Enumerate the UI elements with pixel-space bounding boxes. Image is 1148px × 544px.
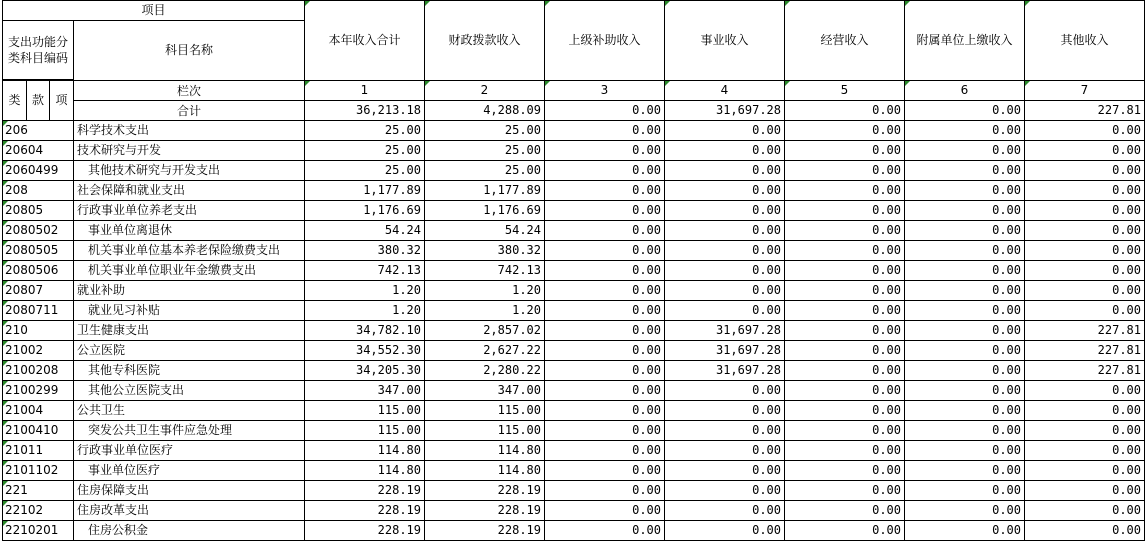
row-value: 380.32 xyxy=(305,241,425,261)
row-value: 0.00 xyxy=(785,241,905,261)
row-value: 0.00 xyxy=(1025,161,1145,181)
row-value: 228.19 xyxy=(305,481,425,501)
row-value: 228.19 xyxy=(305,501,425,521)
column-header: 附属单位上缴收入 xyxy=(905,1,1025,81)
row-value: 0.00 xyxy=(905,401,1025,421)
column-header: 经营收入 xyxy=(785,1,905,81)
row-code: 20604 xyxy=(3,141,74,161)
income-table xyxy=(2,0,1145,541)
row-name: 公共卫生 xyxy=(74,401,305,421)
row-value: 0.00 xyxy=(785,281,905,301)
row-value: 0.00 xyxy=(905,241,1025,261)
kuan-header: 款 xyxy=(27,81,50,121)
row-value: 34,205.30 xyxy=(305,361,425,381)
total-value: 227.81 xyxy=(1025,101,1145,121)
row-value: 0.00 xyxy=(785,121,905,141)
row-code: 21011 xyxy=(3,441,74,461)
row-value: 0.00 xyxy=(545,401,665,421)
row-value: 0.00 xyxy=(905,221,1025,241)
row-value: 0.00 xyxy=(545,201,665,221)
row-value: 25.00 xyxy=(305,141,425,161)
row-name: 行政事业单位医疗 xyxy=(74,441,305,461)
row-code: 20805 xyxy=(3,201,74,221)
row-value: 34,782.10 xyxy=(305,321,425,341)
row-value: 0.00 xyxy=(1025,181,1145,201)
row-value: 0.00 xyxy=(1025,521,1145,541)
row-value: 0.00 xyxy=(1025,441,1145,461)
row-value: 25.00 xyxy=(305,161,425,181)
row-value: 0.00 xyxy=(785,341,905,361)
row-value: 228.19 xyxy=(305,521,425,541)
lanci-label: 栏次 xyxy=(74,81,305,101)
row-value: 114.80 xyxy=(425,441,545,461)
row-value: 227.81 xyxy=(1025,361,1145,381)
column-number: 1 xyxy=(305,81,425,101)
row-value: 0.00 xyxy=(905,181,1025,201)
row-value: 0.00 xyxy=(1025,461,1145,481)
total-value: 0.00 xyxy=(905,101,1025,121)
table-row xyxy=(3,301,1145,321)
name-header: 科目名称 xyxy=(74,21,305,81)
total-label: 合计 xyxy=(74,101,305,121)
row-value: 114.80 xyxy=(305,441,425,461)
column-header: 本年收入合计 xyxy=(305,1,425,81)
row-value: 0.00 xyxy=(665,181,785,201)
row-value: 0.00 xyxy=(905,281,1025,301)
row-value: 347.00 xyxy=(305,381,425,401)
row-value: 0.00 xyxy=(665,441,785,461)
row-value: 0.00 xyxy=(545,161,665,181)
table-row xyxy=(3,441,1145,461)
row-code: 2100299 xyxy=(3,381,74,401)
table-row xyxy=(3,201,1145,221)
row-code: 2080502 xyxy=(3,221,74,241)
row-value: 1,177.89 xyxy=(425,181,545,201)
row-value: 0.00 xyxy=(905,301,1025,321)
row-value: 0.00 xyxy=(665,261,785,281)
row-value: 54.24 xyxy=(425,221,545,241)
total-value: 0.00 xyxy=(785,101,905,121)
row-value: 0.00 xyxy=(1025,481,1145,501)
code-header: 支出功能分类科目编码 xyxy=(3,21,74,80)
row-value: 1.20 xyxy=(305,301,425,321)
row-code: 2101102 xyxy=(3,461,74,481)
table-row xyxy=(3,121,1145,141)
row-value: 1,177.89 xyxy=(305,181,425,201)
row-value: 227.81 xyxy=(1025,341,1145,361)
table-row xyxy=(3,361,1145,381)
column-number: 2 xyxy=(425,81,545,101)
row-code: 208 xyxy=(3,181,74,201)
row-value: 0.00 xyxy=(785,321,905,341)
row-value: 0.00 xyxy=(545,361,665,381)
total-row xyxy=(3,101,1145,121)
row-value: 0.00 xyxy=(785,141,905,161)
row-value: 0.00 xyxy=(665,461,785,481)
row-value: 0.00 xyxy=(1025,241,1145,261)
row-value: 0.00 xyxy=(905,381,1025,401)
row-name: 就业补助 xyxy=(74,281,305,301)
xiang-header: 项 xyxy=(50,81,74,121)
row-value: 0.00 xyxy=(665,421,785,441)
row-value: 0.00 xyxy=(665,401,785,421)
row-value: 228.19 xyxy=(425,481,545,501)
row-value: 0.00 xyxy=(1025,381,1145,401)
row-value: 0.00 xyxy=(785,481,905,501)
row-name: 行政事业单位养老支出 xyxy=(74,201,305,221)
row-value: 0.00 xyxy=(545,341,665,361)
row-code: 206 xyxy=(3,121,74,141)
table-row xyxy=(3,181,1145,201)
row-value: 0.00 xyxy=(545,321,665,341)
row-value: 31,697.28 xyxy=(665,361,785,381)
row-value: 0.00 xyxy=(1025,201,1145,221)
row-value: 0.00 xyxy=(905,521,1025,541)
table-row xyxy=(3,501,1145,521)
row-value: 1,176.69 xyxy=(305,201,425,221)
row-code: 2100410 xyxy=(3,421,74,441)
row-value: 742.13 xyxy=(425,261,545,281)
table-row xyxy=(3,381,1145,401)
row-code: 2060499 xyxy=(3,161,74,181)
row-value: 347.00 xyxy=(425,381,545,401)
table-row xyxy=(3,481,1145,501)
row-value: 228.19 xyxy=(425,501,545,521)
row-name: 机关事业单位基本养老保险缴费支出 xyxy=(74,241,305,261)
row-value: 115.00 xyxy=(305,421,425,441)
column-number: 6 xyxy=(905,81,1025,101)
row-name: 机关事业单位职业年金缴费支出 xyxy=(74,261,305,281)
row-value: 0.00 xyxy=(545,441,665,461)
row-value: 114.80 xyxy=(425,461,545,481)
row-value: 0.00 xyxy=(665,521,785,541)
row-code: 2080711 xyxy=(3,301,74,321)
row-value: 0.00 xyxy=(905,341,1025,361)
row-value: 1.20 xyxy=(425,301,545,321)
table-row xyxy=(3,221,1145,241)
total-value: 0.00 xyxy=(545,101,665,121)
item-header: 项目 xyxy=(3,1,305,21)
row-name: 卫生健康支出 xyxy=(74,321,305,341)
row-code: 210 xyxy=(3,321,74,341)
row-name: 住房保障支出 xyxy=(74,481,305,501)
row-value: 227.81 xyxy=(1025,321,1145,341)
row-code: 2080505 xyxy=(3,241,74,261)
column-header: 上级补助收入 xyxy=(545,1,665,81)
row-name: 其他公立医院支出 xyxy=(74,381,305,401)
row-value: 0.00 xyxy=(545,501,665,521)
row-value: 0.00 xyxy=(665,221,785,241)
row-name: 其他技术研究与开发支出 xyxy=(74,161,305,181)
row-code: 221 xyxy=(3,481,74,501)
row-name: 事业单位离退休 xyxy=(74,221,305,241)
table-row xyxy=(3,341,1145,361)
row-name: 住房改革支出 xyxy=(74,501,305,521)
row-value: 34,552.30 xyxy=(305,341,425,361)
row-value: 0.00 xyxy=(665,141,785,161)
row-name: 科学技术支出 xyxy=(74,121,305,141)
row-value: 0.00 xyxy=(665,241,785,261)
row-value: 0.00 xyxy=(785,161,905,181)
row-value: 0.00 xyxy=(665,501,785,521)
row-name: 事业单位医疗 xyxy=(74,461,305,481)
row-value: 0.00 xyxy=(785,501,905,521)
row-value: 0.00 xyxy=(1025,401,1145,421)
row-value: 0.00 xyxy=(785,301,905,321)
total-value: 4,288.09 xyxy=(425,101,545,121)
row-value: 0.00 xyxy=(905,321,1025,341)
row-value: 0.00 xyxy=(905,441,1025,461)
row-value: 0.00 xyxy=(545,481,665,501)
row-code: 2100208 xyxy=(3,361,74,381)
row-value: 25.00 xyxy=(305,121,425,141)
table-row xyxy=(3,241,1145,261)
table-row xyxy=(3,521,1145,541)
row-value: 0.00 xyxy=(545,461,665,481)
row-value: 0.00 xyxy=(785,401,905,421)
row-name: 就业见习补贴 xyxy=(74,301,305,321)
row-value: 2,280.22 xyxy=(425,361,545,381)
row-value: 0.00 xyxy=(905,121,1025,141)
row-value: 0.00 xyxy=(785,221,905,241)
row-value: 0.00 xyxy=(785,381,905,401)
row-value: 0.00 xyxy=(785,261,905,281)
row-value: 0.00 xyxy=(1025,141,1145,161)
row-value: 0.00 xyxy=(545,381,665,401)
row-value: 115.00 xyxy=(425,421,545,441)
column-header: 事业收入 xyxy=(665,1,785,81)
row-value: 0.00 xyxy=(665,161,785,181)
row-value: 25.00 xyxy=(425,161,545,181)
table-row xyxy=(3,141,1145,161)
row-value: 0.00 xyxy=(665,301,785,321)
column-number: 5 xyxy=(785,81,905,101)
row-value: 1.20 xyxy=(425,281,545,301)
row-value: 0.00 xyxy=(905,481,1025,501)
row-value: 0.00 xyxy=(1025,501,1145,521)
column-header: 其他收入 xyxy=(1025,1,1145,81)
row-value: 2,857.02 xyxy=(425,321,545,341)
lei-header: 类 xyxy=(3,81,27,121)
row-value: 0.00 xyxy=(905,361,1025,381)
total-value: 36,213.18 xyxy=(305,101,425,121)
row-value: 0.00 xyxy=(665,121,785,141)
row-code: 2210201 xyxy=(3,521,74,541)
header-row-4 xyxy=(3,81,1145,101)
row-value: 0.00 xyxy=(665,201,785,221)
row-value: 0.00 xyxy=(545,301,665,321)
table-row xyxy=(3,461,1145,481)
row-value: 0.00 xyxy=(545,261,665,281)
row-value: 0.00 xyxy=(905,141,1025,161)
row-value: 0.00 xyxy=(905,461,1025,481)
row-name: 公立医院 xyxy=(74,341,305,361)
total-value: 31,697.28 xyxy=(665,101,785,121)
row-value: 115.00 xyxy=(425,401,545,421)
row-value: 0.00 xyxy=(785,421,905,441)
row-code: 21004 xyxy=(3,401,74,421)
table-row xyxy=(3,161,1145,181)
row-value: 25.00 xyxy=(425,121,545,141)
row-value: 0.00 xyxy=(785,521,905,541)
row-value: 114.80 xyxy=(305,461,425,481)
row-value: 0.00 xyxy=(665,381,785,401)
row-value: 380.32 xyxy=(425,241,545,261)
row-value: 0.00 xyxy=(545,121,665,141)
row-name: 社会保障和就业支出 xyxy=(74,181,305,201)
row-value: 0.00 xyxy=(545,221,665,241)
row-value: 0.00 xyxy=(665,481,785,501)
row-value: 228.19 xyxy=(425,521,545,541)
row-value: 31,697.28 xyxy=(665,341,785,361)
row-value: 0.00 xyxy=(665,281,785,301)
row-value: 0.00 xyxy=(545,421,665,441)
column-number: 4 xyxy=(665,81,785,101)
row-value: 31,697.28 xyxy=(665,321,785,341)
row-value: 2,627.22 xyxy=(425,341,545,361)
column-number: 3 xyxy=(545,81,665,101)
row-value: 0.00 xyxy=(1025,421,1145,441)
row-code: 22102 xyxy=(3,501,74,521)
row-value: 0.00 xyxy=(785,361,905,381)
row-name: 住房公积金 xyxy=(74,521,305,541)
row-value: 0.00 xyxy=(1025,221,1145,241)
row-value: 1,176.69 xyxy=(425,201,545,221)
row-value: 1.20 xyxy=(305,281,425,301)
row-value: 0.00 xyxy=(545,141,665,161)
row-value: 0.00 xyxy=(785,461,905,481)
header-row-1 xyxy=(3,1,1145,21)
row-name: 技术研究与开发 xyxy=(74,141,305,161)
row-value: 0.00 xyxy=(1025,261,1145,281)
row-value: 0.00 xyxy=(545,241,665,261)
row-value: 0.00 xyxy=(545,521,665,541)
row-value: 0.00 xyxy=(905,161,1025,181)
row-value: 0.00 xyxy=(1025,301,1145,321)
table-row xyxy=(3,261,1145,281)
row-value: 0.00 xyxy=(1025,121,1145,141)
row-value: 0.00 xyxy=(905,501,1025,521)
row-code: 21002 xyxy=(3,341,74,361)
row-value: 0.00 xyxy=(905,201,1025,221)
row-name: 突发公共卫生事件应急处理 xyxy=(74,421,305,441)
row-value: 0.00 xyxy=(545,181,665,201)
row-value: 115.00 xyxy=(305,401,425,421)
table-row xyxy=(3,321,1145,341)
row-value: 54.24 xyxy=(305,221,425,241)
row-value: 0.00 xyxy=(545,281,665,301)
table-row xyxy=(3,401,1145,421)
row-code: 20807 xyxy=(3,281,74,301)
row-value: 742.13 xyxy=(305,261,425,281)
row-code: 2080506 xyxy=(3,261,74,281)
row-value: 0.00 xyxy=(785,201,905,221)
row-value: 0.00 xyxy=(785,441,905,461)
column-number: 7 xyxy=(1025,81,1145,101)
row-name: 其他专科医院 xyxy=(74,361,305,381)
table-row xyxy=(3,421,1145,441)
row-value: 0.00 xyxy=(905,421,1025,441)
row-value: 0.00 xyxy=(905,261,1025,281)
column-header: 财政拨款收入 xyxy=(425,1,545,81)
row-value: 25.00 xyxy=(425,141,545,161)
row-value: 0.00 xyxy=(785,181,905,201)
table-row xyxy=(3,281,1145,301)
row-value: 0.00 xyxy=(1025,281,1145,301)
